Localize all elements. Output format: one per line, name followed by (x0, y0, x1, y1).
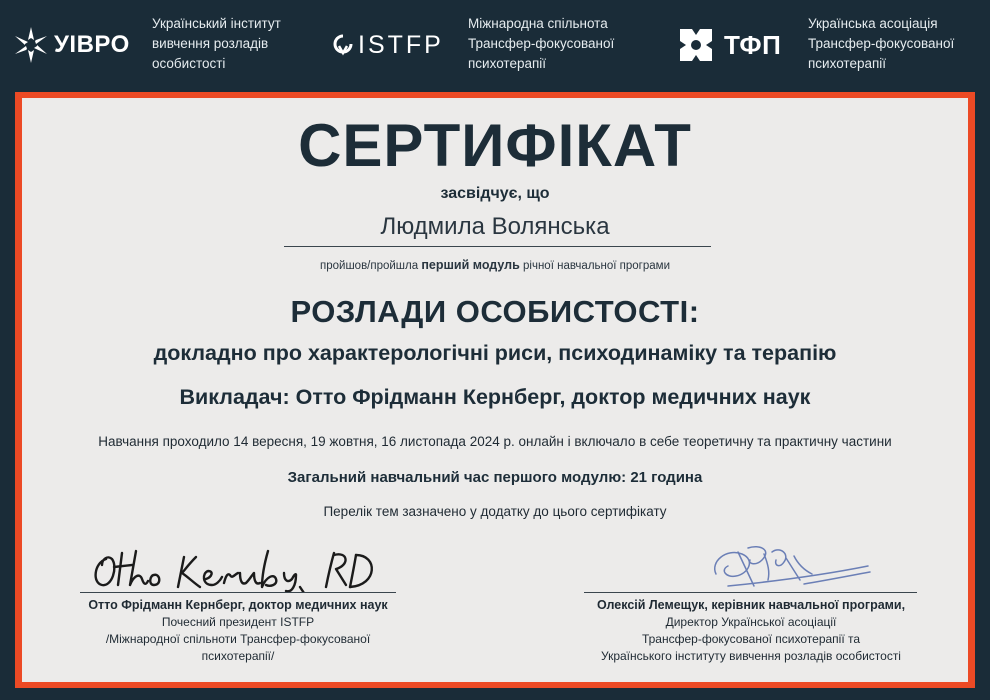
recipient-underline (284, 246, 711, 247)
istfp-logo-text: ISTFP (358, 30, 444, 59)
handwritten-signature-left (88, 545, 388, 593)
passed-prefix: пройшов/пройшла (320, 260, 419, 272)
signer-title-left: Почесний президент ISTFP (161, 615, 315, 629)
org-istfp (332, 14, 614, 76)
org-line: психотерапії (468, 56, 547, 71)
recipient-name: Людмила Волянська (380, 213, 610, 240)
signature-block-right (566, 597, 936, 665)
header-bar (0, 0, 990, 92)
passed-module: перший модуль (421, 258, 520, 272)
topics-note: Перелік тем зазначено у додатку до цього сертифікату (323, 504, 667, 519)
training-hours: Загальний навчальний час першого модулю: 21 година (287, 469, 703, 486)
signer-title-right: Українського інституту вивчення розладів особистості (601, 649, 901, 663)
uivro-logo-text: УІВРО (54, 31, 130, 58)
tfp-logo-text: ТФП (724, 29, 782, 60)
signature-line-left (80, 592, 396, 593)
org-line: Трансфер-фокусованої (808, 36, 955, 51)
signature-block-left (60, 597, 416, 665)
org-tfp (676, 14, 954, 76)
signature-line-right (584, 592, 917, 593)
tfp-logo (676, 14, 808, 76)
handwritten-signature-right (708, 540, 878, 596)
certifies-text: засвідчує, що (440, 185, 550, 202)
course-subtitle: докладно про характерологічні риси, психодинаміку та терапію (153, 341, 837, 365)
certificate-title: СЕРТИФІКАТ (298, 112, 692, 179)
lecturer-line: Викладач: Отто Фрідманн Кернберг, доктор медичних наук (179, 385, 811, 409)
tfp-org-name (808, 14, 954, 74)
signer-title-right: Директор Української асоціації (665, 615, 837, 629)
course-title: РОЗЛАДИ ОСОБИСТОСТІ: (290, 294, 700, 329)
org-line: Трансфер-фокусованої (468, 36, 615, 51)
signer-title-left: психотерапії/ (201, 649, 275, 663)
uivro-org-name (152, 14, 281, 74)
signer-title-right: Трансфер-фокусованої психотерапії та (641, 632, 861, 646)
org-uivro (14, 14, 281, 76)
org-line: Міжнародна спільнота (468, 16, 608, 31)
istfp-logo (332, 14, 464, 76)
completion-statement (0, 258, 990, 272)
istfp-org-name (468, 14, 614, 74)
org-line: Українська асоціація (808, 16, 938, 31)
uivro-star-logo-icon (14, 26, 48, 64)
org-line: психотерапії (808, 56, 887, 71)
uivro-logo (14, 14, 148, 76)
signer-title-left: /Міжнародної спільноти Трансфер-фокусованої (105, 632, 371, 646)
org-line: особистості (152, 56, 226, 71)
org-line: вивчення розладів (152, 36, 269, 51)
istfp-logo-icon (332, 33, 354, 57)
signer-name-left: Отто Фрідманн Кернберг, доктор медичних наук (88, 598, 388, 612)
training-dates: Навчання проходило 14 вересня, 19 жовтня, 16 листопада 2024 р. онлайн і включало в себе теоретичну та практичну частини (98, 434, 892, 449)
org-line: Український інститут (152, 16, 281, 31)
passed-suffix: річної навчальної програми (523, 260, 670, 272)
tfp-logo-icon (676, 25, 716, 65)
signer-name-right: Олексій Лемещук, керівник навчальної програми, (596, 598, 906, 612)
